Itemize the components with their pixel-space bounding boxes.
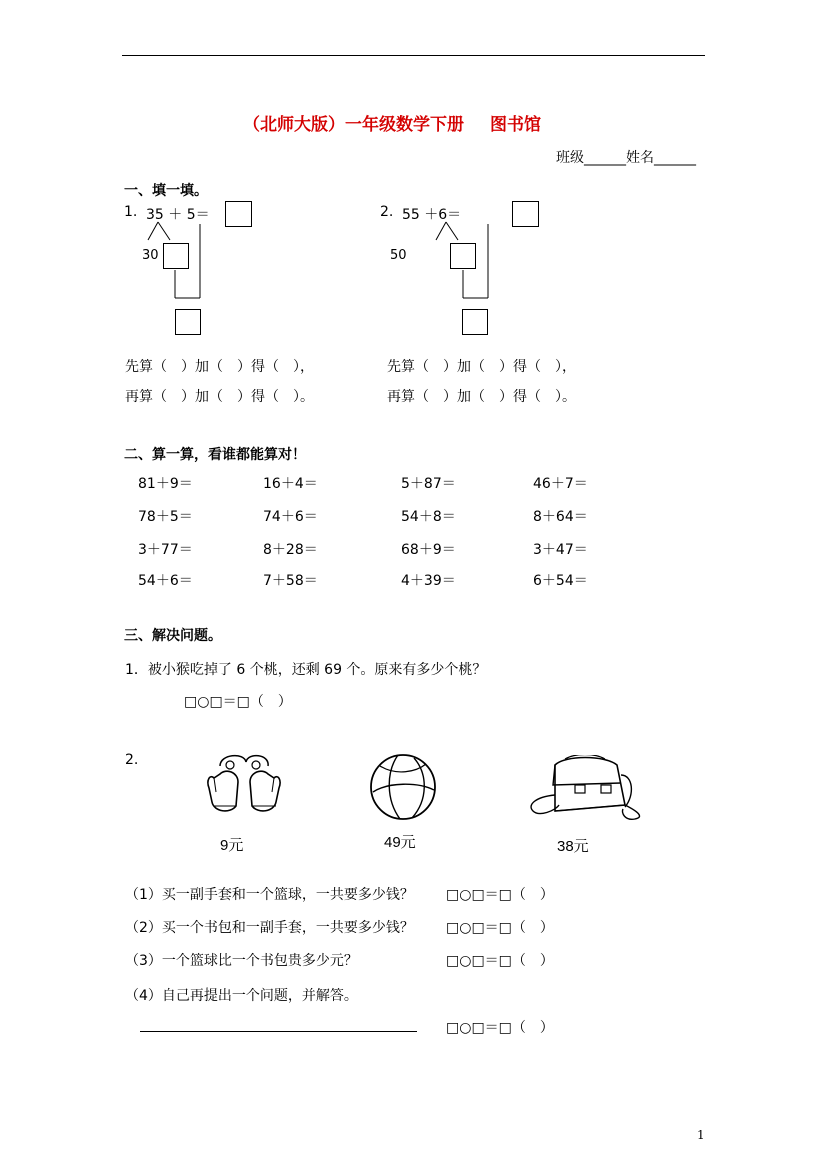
q1-label: 1.	[124, 204, 138, 220]
header-rule	[122, 55, 705, 56]
page-title	[243, 110, 541, 135]
calc-item: 16＋4＝	[263, 476, 318, 492]
question-1-template: □○□＝□（ ）	[446, 887, 554, 903]
calc-item: 54＋6＝	[138, 573, 193, 589]
q1-result-box[interactable]	[175, 309, 201, 335]
q2-split-number: 50	[390, 248, 407, 263]
calc-item: 46＋7＝	[533, 476, 588, 492]
title-grade: （北师大版）一年级数学下册	[243, 115, 464, 135]
schoolbag-icon	[525, 755, 650, 830]
calc-item: 5＋87＝	[401, 476, 456, 492]
calc-item: 6＋54＝	[533, 573, 588, 589]
page-number: 1	[697, 1128, 705, 1142]
q2-first-step: 先算（ ）加（ ）得（ ），	[387, 359, 576, 375]
section2-heading: 二、算一算，看谁都能算对！	[124, 447, 306, 463]
q1-split-box[interactable]	[163, 243, 189, 269]
class-name-field: 班级______姓名______	[556, 150, 696, 166]
calc-item: 68＋9＝	[401, 542, 456, 558]
title-topic: 图书馆	[490, 115, 541, 135]
calc-item: 7＋58＝	[263, 573, 318, 589]
q1-second-step: 再算（ ）加（ ）得（ ）。	[125, 389, 314, 405]
calc-item: 78＋5＝	[138, 509, 193, 525]
basketball-price: 49元	[384, 834, 416, 851]
calc-item: 81＋9＝	[138, 476, 193, 492]
q2-result-box[interactable]	[462, 309, 488, 335]
question-2: （2）买一个书包和一副手套，一共要多少钱？	[125, 920, 414, 936]
q2-label: 2.	[380, 204, 394, 220]
question-3-template: □○□＝□（ ）	[446, 953, 554, 969]
q2-second-step: 再算（ ）加（ ）得（ ）。	[387, 389, 576, 405]
basketball-icon	[368, 752, 438, 822]
q2-expression: 55 ＋6＝	[402, 207, 462, 223]
question-3: （3）一个篮球比一个书包贵多少元？	[125, 953, 358, 969]
q1-first-step: 先算（ ）加（ ）得（ ），	[125, 359, 314, 375]
calc-item: 74＋6＝	[263, 509, 318, 525]
q2-answer-box[interactable]	[512, 201, 539, 227]
question-1: （1）买一副手套和一个篮球，一共要多少钱？	[125, 887, 414, 903]
question-4: （4）自己再提出一个问题，并解答。	[125, 988, 358, 1004]
q1-expression: 35 ＋ 5＝	[146, 207, 210, 223]
calc-item: 8＋28＝	[263, 542, 318, 558]
calc-item: 8＋64＝	[533, 509, 588, 525]
calc-item: 4＋39＝	[401, 573, 456, 589]
problem2-label: 2.	[125, 752, 139, 768]
calc-item: 3＋47＝	[533, 542, 588, 558]
q2-split-box[interactable]	[450, 243, 476, 269]
q1-answer-box[interactable]	[225, 201, 252, 227]
q1-split-number: 30	[142, 248, 159, 263]
section3-heading: 三、解决问题。	[124, 628, 222, 644]
mittens-icon	[200, 752, 290, 822]
section1-heading: 一、填一填。	[124, 183, 208, 199]
problem1-text: 1．被小猴吃掉了 6 个桃，还剩 69 个。原来有多少个桃？	[125, 662, 487, 678]
calc-item: 3＋77＝	[138, 542, 193, 558]
mittens-price: 9元	[220, 837, 244, 854]
schoolbag-price: 38元	[557, 838, 589, 855]
problem1-answer-template: □○□＝□（ ）	[184, 694, 292, 710]
question-4-answer-line[interactable]	[140, 1031, 417, 1032]
question-4-template: □○□＝□（ ）	[446, 1020, 554, 1036]
question-2-template: □○□＝□（ ）	[446, 920, 554, 936]
calc-item: 54＋8＝	[401, 509, 456, 525]
